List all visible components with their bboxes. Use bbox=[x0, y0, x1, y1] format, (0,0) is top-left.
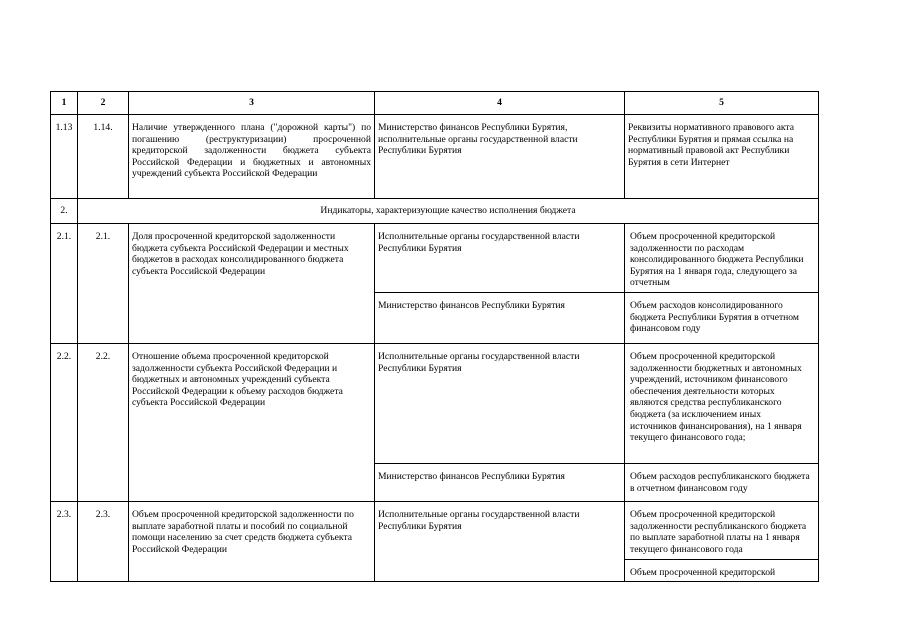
source-data-cell: Объем расходов консолидированного бюджета Республики Бурятия в отчетном финансовом году bbox=[625, 293, 819, 344]
indicator-name-cell: Объем просроченной кредиторской задолженности по выплате заработной платы и пособий по социальной помощи населению за счет средств бюджета субъекта Российской Федерации bbox=[129, 502, 375, 582]
responsible-cell: Министерство финансов Республики Бурятия bbox=[375, 293, 625, 344]
responsible-cell: Исполнительные органы государственной власти Республики Бурятия bbox=[375, 502, 625, 582]
table-row bbox=[51, 502, 819, 560]
section-title-cell: Индикаторы, характеризующие качество исполнения бюджета bbox=[78, 199, 819, 224]
table-row bbox=[51, 224, 819, 293]
indicator-name-cell: Доля просроченной кредиторской задолженности бюджета субъекта Российской Федерации и местных бюджетов в расходах консолидированного бюджета субъекта Российской Федерации bbox=[129, 224, 375, 344]
source-data-cell: Реквизиты нормативного правового акта Республики Бурятия и прямая ссылка на нормативный правовой акт Республики Бурятия в сети Интернет bbox=[625, 115, 819, 199]
row-number-cell: 1.13 bbox=[51, 115, 78, 199]
source-data-cell: Объем просроченной кредиторской bbox=[625, 560, 819, 582]
row-number-cell: 2.2. bbox=[51, 344, 78, 502]
indicator-name-cell: Отношение объема просроченной кредиторской задолженности субъекта Российской Федерации и бюджетных и автономных учреждений субъекта Российской Федерации к объему расходов бюджета субъекта Российской Федерации bbox=[129, 344, 375, 502]
header-cell-1: 1 bbox=[51, 92, 78, 115]
row-number-cell: 2.1. bbox=[51, 224, 78, 344]
table-row bbox=[51, 115, 819, 199]
indicator-number-cell: 2.1. bbox=[78, 224, 129, 344]
section-number-cell: 2. bbox=[51, 199, 78, 224]
source-data-cell: Объем просроченной кредиторской задолженности бюджетных и автономных учреждений, источником финансового обеспечения деятельности которых являются средства республиканского бюджета (за исключением иных источников финансирования), на 1 января текущего финансового года; bbox=[625, 344, 819, 464]
header-cell-5: 5 bbox=[625, 92, 819, 115]
responsible-cell: Исполнительные органы государственной власти Республики Бурятия bbox=[375, 344, 625, 464]
row-number-cell: 2.3. bbox=[51, 502, 78, 582]
indicator-number-cell: 2.2. bbox=[78, 344, 129, 502]
indicator-number-cell: 2.3. bbox=[78, 502, 129, 582]
indicator-number-cell: 1.14. bbox=[78, 115, 129, 199]
table-header-row bbox=[51, 92, 819, 115]
responsible-cell: Министерство финансов Республики Бурятия bbox=[375, 464, 625, 502]
source-data-cell: Объем расходов республиканского бюджета в отчетном финансовом году bbox=[625, 464, 819, 502]
indicators-table bbox=[50, 91, 819, 582]
header-cell-3: 3 bbox=[129, 92, 375, 115]
table-row bbox=[51, 344, 819, 464]
responsible-cell: Министерство финансов Республики Бурятия, исполнительные органы государственной власти Республики Бурятия bbox=[375, 115, 625, 199]
source-data-cell: Объем просроченной кредиторской задолженности по расходам консолидированного бюджета Республики Бурятия на 1 января года, следующего за отчетным bbox=[625, 224, 819, 293]
header-cell-2: 2 bbox=[78, 92, 129, 115]
section-row bbox=[51, 199, 819, 224]
header-cell-4: 4 bbox=[375, 92, 625, 115]
source-data-cell: Объем просроченной кредиторской задолженности республиканского бюджета по выплате заработной платы на 1 января текущего финансового года bbox=[625, 502, 819, 560]
document-page bbox=[50, 91, 818, 582]
indicator-name-cell: Наличие утвержденного плана ("дорожной карты") по погашению (реструктуризации) просроченной кредиторской задолженности бюджета субъекта Российской Федерации и бюджетных и автономных учреждений субъекта Российской Федерации bbox=[129, 115, 375, 199]
responsible-cell: Исполнительные органы государственной власти Республики Бурятия bbox=[375, 224, 625, 293]
